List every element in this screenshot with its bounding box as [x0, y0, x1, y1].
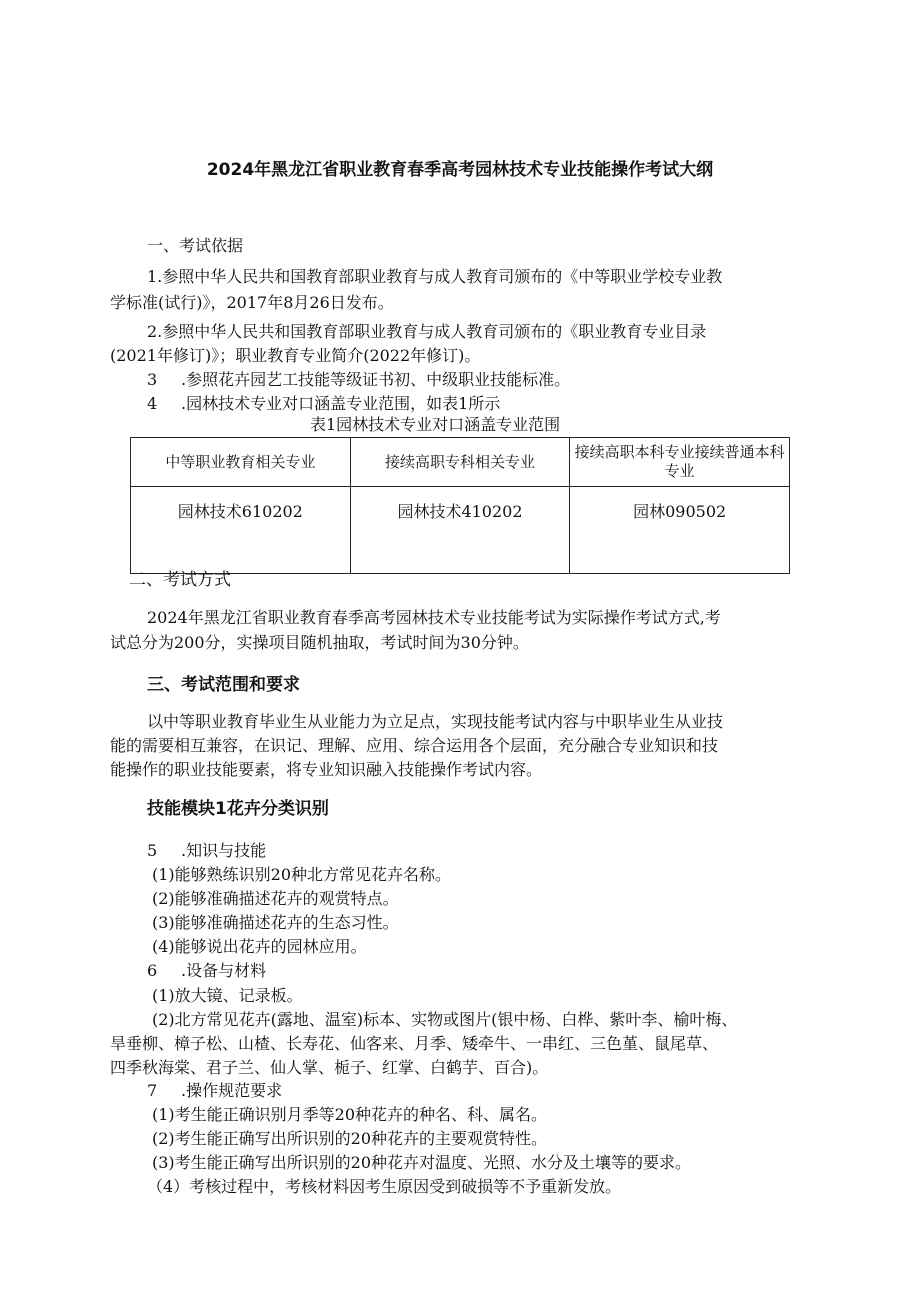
s1-item-3-number: 3: [147, 370, 158, 389]
s1-paragraph-2-line-1: 2.参照中华人民共和国教育部职业教育与成人教育司颁布的《职业教育专业目录: [147, 322, 707, 341]
table-header-cell: 接续高职专科相关专业: [350, 438, 570, 487]
module-item-5-number: 5: [147, 841, 158, 860]
equipment-point-1: (1)放大镜、记录板。: [152, 986, 303, 1005]
operation-point-3: (3)考生能正确写出所识别的20种花卉对温度、光照、水分及土壤等的要求。: [152, 1153, 692, 1172]
table-header-row: [131, 438, 790, 487]
s1-item-4-text: .园林技术专业对口涵盖专业范围，如表1所示: [181, 394, 501, 413]
skill-point-1: (1)能够熟练识别20种北方常见花卉名称。: [152, 865, 452, 884]
module-item-7-number: 7: [147, 1081, 158, 1100]
table-header-cell: 中等职业教育相关专业: [131, 438, 351, 487]
operation-point-1: (1)考生能正确识别月季等20种花卉的种名、科、属名。: [152, 1105, 548, 1124]
section-1-heading: 一、考试依据: [147, 236, 244, 255]
module-1-heading: 技能模块1花卉分类识别: [147, 799, 329, 819]
table-cell: 园林技术610202: [131, 487, 351, 574]
document-title: 2024年黑龙江省职业教育春季高考园林技术专业技能操作考试大纲: [206, 160, 714, 180]
s3-paragraph-line-3: 能操作的职业技能要素，将专业知识融入技能操作考试内容。: [110, 760, 543, 779]
equipment-point-2-line-3: 四季秋海棠、君子兰、仙人掌、栀子、红掌、白鹤芋、百合)。: [110, 1058, 549, 1077]
s1-item-4-number: 4: [147, 394, 158, 413]
table-cell: 园林技术410202: [350, 487, 570, 574]
module-item-7-title: .操作规范要求: [181, 1081, 283, 1100]
module-item-6-number: 6: [147, 961, 158, 980]
operation-point-4: （4）考核过程中，考核材料因考生原因受到破损等不予重新发放。: [147, 1177, 622, 1196]
s3-paragraph-line-1: 以中等职业教育毕业生从业能力为立足点，实现技能考试内容与中职毕业生从业技: [147, 712, 724, 731]
module-item-5-title: .知识与技能: [181, 841, 267, 860]
s1-paragraph-1-line-2: 学标准(试行)》，2017年8月26日发布。: [110, 293, 394, 312]
major-scope-table: [130, 437, 790, 574]
section-2-heading: 二、考试方式: [129, 570, 231, 590]
s1-paragraph-2-line-2: (2021年修订)》；职业教育专业简介(2022年修订)。: [110, 346, 481, 365]
module-item-6-title: .设备与材料: [181, 961, 267, 980]
skill-point-4: (4)能够说出花卉的园林应用。: [152, 937, 367, 956]
table-row: [131, 487, 790, 574]
skill-point-3: (3)能够准确描述花卉的生态习性。: [152, 913, 399, 932]
section-3-heading: 三、考试范围和要求: [147, 675, 300, 695]
s2-paragraph-line-2: 试总分为200分，实操项目随机抽取，考试时间为30分钟。: [110, 633, 529, 652]
s2-paragraph-line-1: 2024年黑龙江省职业教育春季高考园林技术专业技能考试为实际操作考试方式,考: [147, 608, 721, 627]
table-header-cell: 接续高职本科专业接续普通本科专业: [570, 438, 790, 487]
table-caption: 表1园林技术专业对口涵盖专业范围: [310, 415, 561, 434]
skill-point-2: (2)能够准确描述花卉的观赏特点。: [152, 889, 399, 908]
equipment-point-2-line-2: 旱垂柳、樟子松、山楂、长寿花、仙客来、月季、矮牵牛、一串红、三色堇、鼠尾草、: [110, 1034, 719, 1053]
equipment-point-2-line-1: (2)北方常见花卉(露地、温室)标本、实物或图片(银中杨、白桦、紫叶李、榆叶梅、: [152, 1010, 738, 1029]
s1-item-3-text: .参照花卉园艺工技能等级证书初、中级职业技能标准。: [181, 370, 571, 389]
s3-paragraph-line-2: 能的需要相互兼容，在识记、理解、应用、综合运用各个层面，充分融合专业知识和技: [110, 736, 719, 755]
s1-paragraph-1-line-1: 1.参照中华人民共和国教育部职业教育与成人教育司颁布的《中等职业学校专业教: [147, 267, 723, 286]
table-cell: 园林090502: [570, 487, 790, 574]
operation-point-2: (2)考生能正确写出所识别的20种花卉的主要观赏特性。: [152, 1129, 548, 1148]
